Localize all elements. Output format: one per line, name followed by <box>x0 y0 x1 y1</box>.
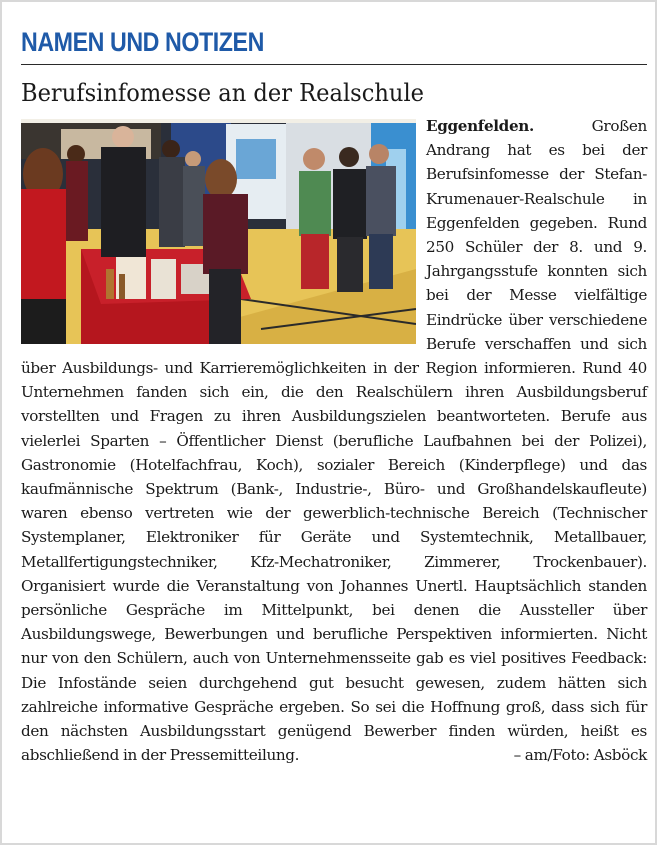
photo-credit: – am/Foto: Asböck <box>513 746 647 765</box>
photo-students-at-job-fair-icon <box>21 119 416 344</box>
article-dateline: Eggenfelden. <box>426 117 592 135</box>
section-label: NAMEN UND NOTIZEN <box>21 27 264 57</box>
article-headline: Berufsinfomesse an der Realschule <box>21 79 425 107</box>
article-photo <box>21 119 416 344</box>
article-text: Großen Andrang hat es bei der Berufsinfomesse der Stefan-Krumenauer-Realschule in Eggenfelden gegeben. Rund 250 Schüler der 8. und 9. Jahrgangsstufe konnten sich bei der Messe vielfältige Eindrücke über verschiedene Berufe verschaffen und sich über Ausbildungs- und Karrieremöglichkeiten in der Region informieren. Rund 40 Unternehmen fanden sich ein, die den Realschülern ihren Ausbildungsberuf vorstellten und Fragen zu ihren Ausbildungszielen beantworteten. Berufe aus vielerlei Sparten – Öffentlicher Dienst (berufliche Laufbahnen bei der Polizei), Gastronomie (Hotelfachfrau, Koch), sozialer Bereich (Kinderpflege) und das kaufmännische Spektrum (Bank-, Industrie-, Büro- und Großhandelskaufleute) waren ebenso vertreten wie der gewerblich-technische Bereich (Technischer Systemplaner, Elektroniker für Geräte und Systemtechnik, Metallbauer, Metallfertigungstechniker, Kfz-Mechatroniker, Zimmerer, Trockenbauer). Organisiert wurde die Veranstaltung von Johannes Unertl. Hauptsächlich standen persönliche Gespräche im Mittelpunkt, bei denen die Aussteller über Ausbildungswege, Bewerbungen und berufliche Perspektiven informierten. Nicht nur von den Schülern, auch von Unternehmensseite gab es viel positives Feedback: Die Infostände seien durchgehend gut besucht gewesen, zudem hätten sich zahlreiche informative Gespräche ergeben. So sei die Hoffnung groß, dass sich für den nächsten Ausbildungsstart genügend Bewerber finden würden, heißt es abschließend in der Pressemitteilung. <box>21 117 647 765</box>
section-divider <box>21 64 647 65</box>
